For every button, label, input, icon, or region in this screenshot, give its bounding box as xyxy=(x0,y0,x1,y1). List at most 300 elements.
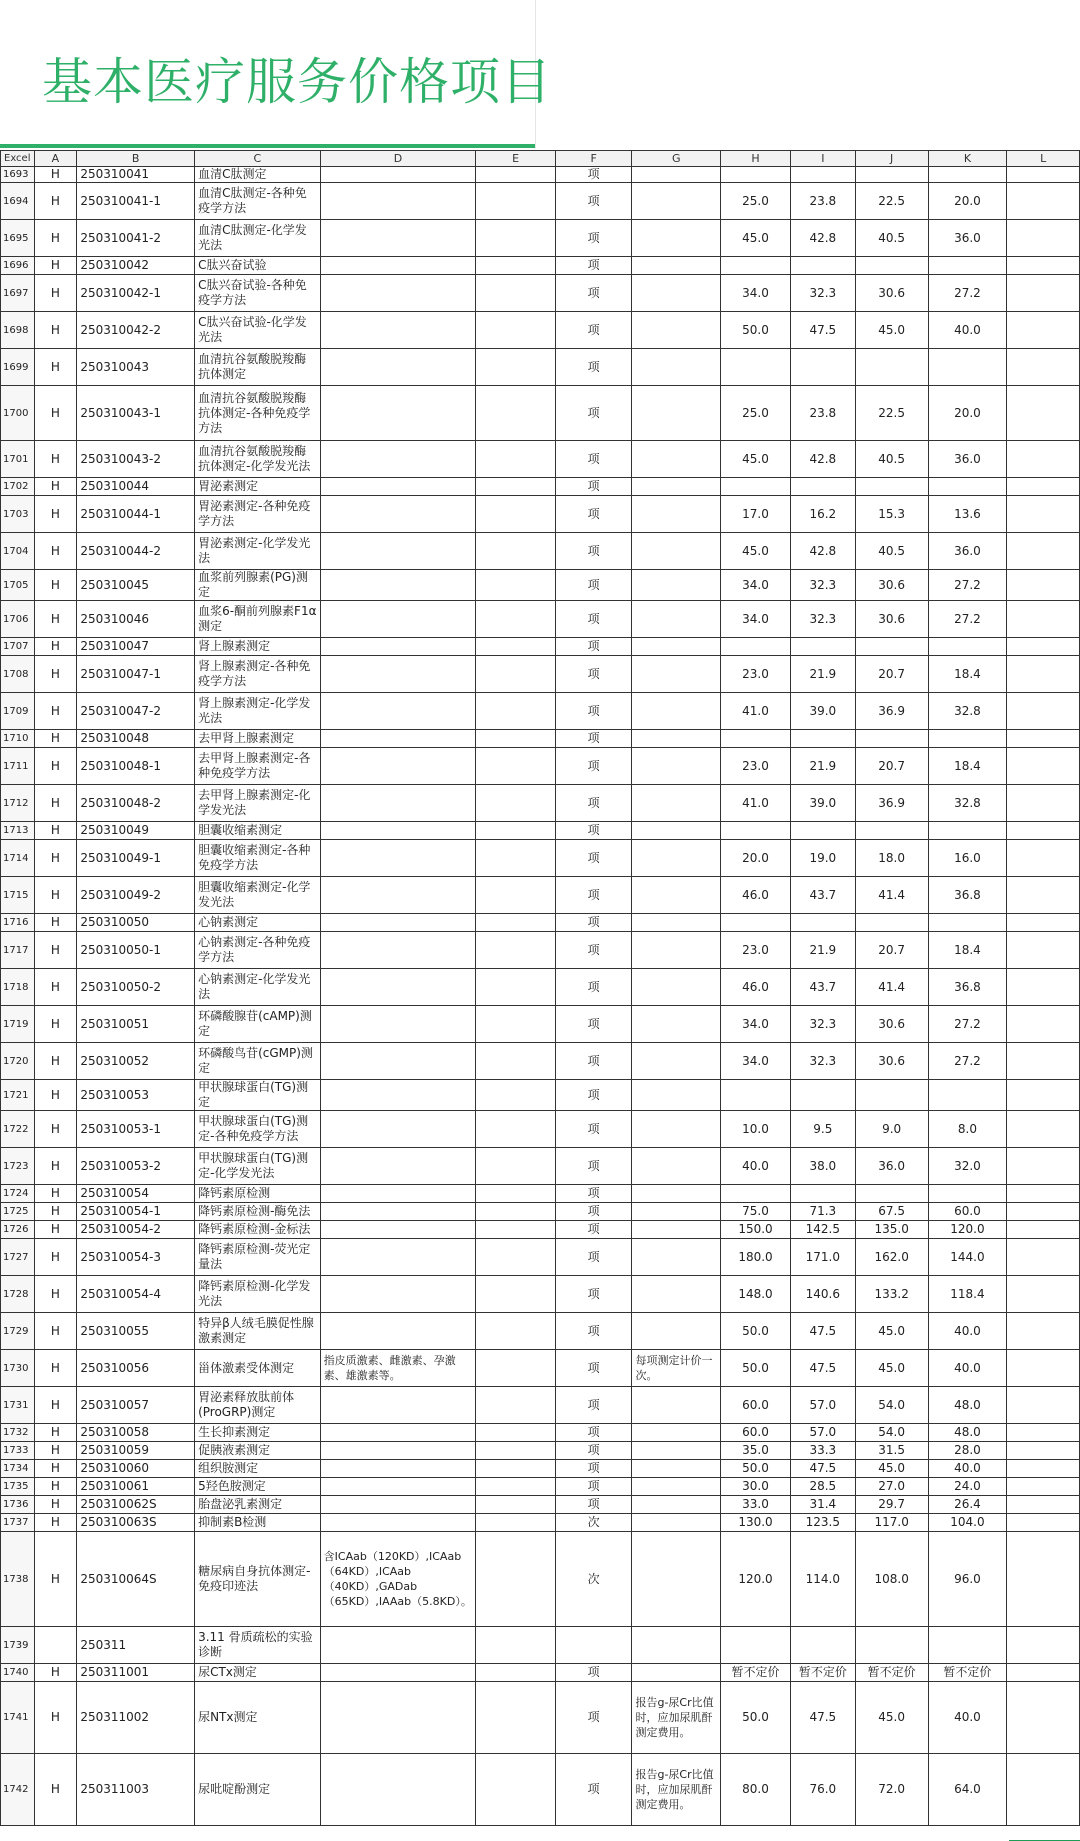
cell-price-k[interactable] xyxy=(928,1185,1007,1203)
cell-price-j[interactable]: 30.6 xyxy=(855,1006,928,1043)
cell-price-h[interactable] xyxy=(721,638,791,656)
cell-price-k[interactable]: 96.0 xyxy=(928,1532,1007,1627)
cell-price-k[interactable]: 18.4 xyxy=(928,748,1007,785)
cell-price-i[interactable]: 42.8 xyxy=(790,220,855,257)
cell-a[interactable]: H xyxy=(34,1442,77,1460)
cell-note[interactable] xyxy=(632,601,721,638)
cell-a[interactable]: H xyxy=(34,1185,77,1203)
cell-unit[interactable]: 项 xyxy=(555,1460,632,1478)
cell-note[interactable] xyxy=(632,1203,721,1221)
column-header-e[interactable]: E xyxy=(476,151,556,167)
cell-note[interactable] xyxy=(632,785,721,822)
cell-e[interactable] xyxy=(476,312,556,349)
cell-note[interactable]: 报告g-尿Cr比值时，应加尿肌酐测定费用。 xyxy=(632,1682,721,1754)
cell-price-j[interactable]: 9.0 xyxy=(855,1111,928,1148)
cell-code[interactable]: 250310043 xyxy=(77,349,195,386)
cell-price-i[interactable]: 28.5 xyxy=(790,1478,855,1496)
cell-price-h[interactable] xyxy=(721,349,791,386)
cell-price-h[interactable]: 50.0 xyxy=(721,1682,791,1754)
cell-unit[interactable]: 项 xyxy=(555,533,632,570)
cell-code[interactable]: 250310061 xyxy=(77,1478,195,1496)
cell-l[interactable] xyxy=(1007,496,1080,533)
row-number[interactable]: 1714 xyxy=(1,840,35,877)
cell-content[interactable] xyxy=(320,1043,476,1080)
row-number[interactable]: 1718 xyxy=(1,969,35,1006)
cell-price-k[interactable] xyxy=(928,257,1007,275)
cell-note[interactable] xyxy=(632,257,721,275)
cell-a[interactable]: H xyxy=(34,1111,77,1148)
cell-price-j[interactable]: 67.5 xyxy=(855,1203,928,1221)
cell-price-i[interactable] xyxy=(790,914,855,932)
cell-code[interactable]: 250311003 xyxy=(77,1754,195,1826)
cell-l[interactable] xyxy=(1007,257,1080,275)
cell-price-h[interactable]: 120.0 xyxy=(721,1532,791,1627)
cell-content[interactable] xyxy=(320,1111,476,1148)
cell-price-j[interactable]: 20.7 xyxy=(855,748,928,785)
cell-name[interactable]: 胃泌素测定 xyxy=(195,478,321,496)
cell-note[interactable] xyxy=(632,478,721,496)
cell-content[interactable] xyxy=(320,1514,476,1532)
cell-price-i[interactable] xyxy=(790,1080,855,1111)
cell-content[interactable]: 含ICAab（120KD）,ICAab（64KD）,ICAab（40KD）,GADab（65KD）,IAAab（5.8KD）。 xyxy=(320,1532,476,1627)
cell-a[interactable]: H xyxy=(34,312,77,349)
column-header-a[interactable]: A xyxy=(34,151,77,167)
cell-name[interactable]: 降钙素原检测 xyxy=(195,1185,321,1203)
cell-price-j[interactable]: 133.2 xyxy=(855,1276,928,1313)
row-number[interactable]: 1729 xyxy=(1,1313,35,1350)
cell-a[interactable]: H xyxy=(34,275,77,312)
cell-price-j[interactable]: 162.0 xyxy=(855,1239,928,1276)
row-number[interactable]: 1709 xyxy=(1,693,35,730)
cell-price-k[interactable]: 27.2 xyxy=(928,570,1007,601)
cell-l[interactable] xyxy=(1007,386,1080,441)
cell-price-i[interactable]: 47.5 xyxy=(790,1313,855,1350)
cell-price-i[interactable]: 47.5 xyxy=(790,1682,855,1754)
cell-a[interactable]: H xyxy=(34,496,77,533)
cell-unit[interactable]: 项 xyxy=(555,1682,632,1754)
cell-price-h[interactable] xyxy=(721,730,791,748)
cell-price-h[interactable]: 46.0 xyxy=(721,969,791,1006)
cell-a[interactable]: H xyxy=(34,1203,77,1221)
column-header-c[interactable]: C xyxy=(195,151,321,167)
cell-a[interactable]: H xyxy=(34,914,77,932)
cell-note[interactable] xyxy=(632,1424,721,1442)
column-header-d[interactable]: D xyxy=(320,151,476,167)
cell-code[interactable]: 250310063S xyxy=(77,1514,195,1532)
cell-a[interactable]: H xyxy=(34,730,77,748)
cell-unit[interactable]: 项 xyxy=(555,1185,632,1203)
cell-price-i[interactable]: 32.3 xyxy=(790,570,855,601)
cell-l[interactable] xyxy=(1007,441,1080,478)
cell-e[interactable] xyxy=(476,969,556,1006)
cell-l[interactable] xyxy=(1007,730,1080,748)
cell-price-j[interactable]: 30.6 xyxy=(855,275,928,312)
cell-unit[interactable]: 次 xyxy=(555,1532,632,1627)
cell-code[interactable]: 250310049-2 xyxy=(77,877,195,914)
cell-price-k[interactable]: 32.8 xyxy=(928,785,1007,822)
cell-price-h[interactable]: 17.0 xyxy=(721,496,791,533)
cell-name[interactable]: 胃泌素测定-各种免疫学方法 xyxy=(195,496,321,533)
cell-price-i[interactable]: 21.9 xyxy=(790,656,855,693)
cell-note[interactable] xyxy=(632,1442,721,1460)
cell-e[interactable] xyxy=(476,932,556,969)
cell-name[interactable]: 去甲肾上腺素测定 xyxy=(195,730,321,748)
row-number[interactable]: 1695 xyxy=(1,220,35,257)
cell-note[interactable] xyxy=(632,312,721,349)
cell-e[interactable] xyxy=(476,1006,556,1043)
cell-a[interactable]: H xyxy=(34,478,77,496)
cell-price-i[interactable]: 23.8 xyxy=(790,386,855,441)
column-header-excel[interactable]: Excel xyxy=(1,151,35,167)
cell-name[interactable]: 甲状腺球蛋白(TG)测定 xyxy=(195,1080,321,1111)
cell-code[interactable]: 250310050 xyxy=(77,914,195,932)
cell-unit[interactable]: 项 xyxy=(555,570,632,601)
cell-price-k[interactable]: 暂不定价 xyxy=(928,1664,1007,1682)
cell-l[interactable] xyxy=(1007,840,1080,877)
cell-unit[interactable]: 项 xyxy=(555,1424,632,1442)
cell-price-i[interactable]: 57.0 xyxy=(790,1387,855,1424)
cell-price-h[interactable]: 23.0 xyxy=(721,656,791,693)
column-header-g[interactable]: G xyxy=(632,151,721,167)
cell-a[interactable]: H xyxy=(34,1350,77,1387)
cell-price-j[interactable] xyxy=(855,822,928,840)
cell-price-k[interactable]: 36.0 xyxy=(928,220,1007,257)
cell-note[interactable] xyxy=(632,1496,721,1514)
cell-price-j[interactable]: 18.0 xyxy=(855,840,928,877)
cell-unit[interactable]: 项 xyxy=(555,496,632,533)
cell-price-h[interactable]: 46.0 xyxy=(721,877,791,914)
cell-l[interactable] xyxy=(1007,656,1080,693)
cell-l[interactable] xyxy=(1007,1460,1080,1478)
cell-name[interactable]: 血清C肽测定 xyxy=(195,167,321,183)
cell-code[interactable]: 250311001 xyxy=(77,1664,195,1682)
cell-price-h[interactable]: 80.0 xyxy=(721,1754,791,1826)
cell-a[interactable]: H xyxy=(34,1148,77,1185)
cell-price-h[interactable]: 50.0 xyxy=(721,1350,791,1387)
column-header-i[interactable]: I xyxy=(790,151,855,167)
cell-price-h[interactable]: 34.0 xyxy=(721,275,791,312)
cell-e[interactable] xyxy=(476,1387,556,1424)
cell-price-j[interactable]: 22.5 xyxy=(855,183,928,220)
cell-e[interactable] xyxy=(476,1532,556,1627)
cell-price-h[interactable]: 34.0 xyxy=(721,1006,791,1043)
cell-name[interactable]: 组织胺测定 xyxy=(195,1460,321,1478)
cell-content[interactable] xyxy=(320,1185,476,1203)
cell-price-k[interactable]: 36.0 xyxy=(928,533,1007,570)
row-number[interactable]: 1698 xyxy=(1,312,35,349)
cell-price-i[interactable]: 43.7 xyxy=(790,877,855,914)
cell-e[interactable] xyxy=(476,748,556,785)
cell-content[interactable] xyxy=(320,312,476,349)
row-number[interactable]: 1728 xyxy=(1,1276,35,1313)
cell-a[interactable]: H xyxy=(34,1080,77,1111)
cell-content[interactable] xyxy=(320,496,476,533)
cell-l[interactable] xyxy=(1007,1276,1080,1313)
cell-price-j[interactable]: 31.5 xyxy=(855,1442,928,1460)
cell-price-k[interactable]: 40.0 xyxy=(928,1460,1007,1478)
cell-code[interactable]: 250310041-1 xyxy=(77,183,195,220)
cell-content[interactable] xyxy=(320,1387,476,1424)
cell-content[interactable] xyxy=(320,1006,476,1043)
cell-price-i[interactable]: 33.3 xyxy=(790,1442,855,1460)
cell-l[interactable] xyxy=(1007,1442,1080,1460)
cell-e[interactable] xyxy=(476,1043,556,1080)
cell-code[interactable]: 250310050-1 xyxy=(77,932,195,969)
cell-content[interactable] xyxy=(320,1148,476,1185)
cell-code[interactable]: 250311002 xyxy=(77,1682,195,1754)
cell-price-i[interactable]: 47.5 xyxy=(790,312,855,349)
cell-l[interactable] xyxy=(1007,914,1080,932)
cell-code[interactable]: 250310049 xyxy=(77,822,195,840)
cell-code[interactable]: 250310042-2 xyxy=(77,312,195,349)
cell-content[interactable] xyxy=(320,386,476,441)
cell-code[interactable]: 250310044 xyxy=(77,478,195,496)
cell-name[interactable]: 胆囊收缩素测定 xyxy=(195,822,321,840)
cell-a[interactable]: H xyxy=(34,1239,77,1276)
cell-content[interactable] xyxy=(320,748,476,785)
cell-a[interactable]: H xyxy=(34,1478,77,1496)
cell-code[interactable]: 250310048-1 xyxy=(77,748,195,785)
cell-e[interactable] xyxy=(476,257,556,275)
cell-code[interactable]: 250310047-1 xyxy=(77,656,195,693)
row-number[interactable]: 1702 xyxy=(1,478,35,496)
cell-e[interactable] xyxy=(476,1514,556,1532)
cell-name[interactable]: C肽兴奋试验-各种免疫学方法 xyxy=(195,275,321,312)
cell-note[interactable] xyxy=(632,1111,721,1148)
cell-content[interactable] xyxy=(320,533,476,570)
cell-unit[interactable]: 项 xyxy=(555,1664,632,1682)
cell-l[interactable] xyxy=(1007,1496,1080,1514)
cell-name[interactable]: 肾上腺素测定-化学发光法 xyxy=(195,693,321,730)
cell-a[interactable]: H xyxy=(34,1387,77,1424)
cell-content[interactable] xyxy=(320,1203,476,1221)
cell-name[interactable]: 血清抗谷氨酸脱羧酶抗体测定 xyxy=(195,349,321,386)
cell-price-k[interactable]: 28.0 xyxy=(928,1442,1007,1460)
cell-a[interactable] xyxy=(34,1627,77,1664)
cell-note[interactable] xyxy=(632,496,721,533)
cell-a[interactable]: H xyxy=(34,1682,77,1754)
cell-price-h[interactable]: 75.0 xyxy=(721,1203,791,1221)
cell-code[interactable]: 250310062S xyxy=(77,1496,195,1514)
cell-code[interactable]: 250310057 xyxy=(77,1387,195,1424)
cell-price-i[interactable]: 43.7 xyxy=(790,969,855,1006)
cell-e[interactable] xyxy=(476,533,556,570)
cell-a[interactable]: H xyxy=(34,601,77,638)
cell-note[interactable] xyxy=(632,638,721,656)
cell-code[interactable]: 250310050-2 xyxy=(77,969,195,1006)
cell-e[interactable] xyxy=(476,441,556,478)
cell-unit[interactable]: 项 xyxy=(555,1043,632,1080)
cell-l[interactable] xyxy=(1007,312,1080,349)
cell-price-h[interactable] xyxy=(721,822,791,840)
cell-code[interactable]: 250310044-2 xyxy=(77,533,195,570)
cell-note[interactable] xyxy=(632,1148,721,1185)
cell-code[interactable]: 250310044-1 xyxy=(77,496,195,533)
cell-content[interactable] xyxy=(320,275,476,312)
cell-price-j[interactable]: 108.0 xyxy=(855,1532,928,1627)
row-number[interactable]: 1737 xyxy=(1,1514,35,1532)
cell-price-k[interactable] xyxy=(928,167,1007,183)
cell-note[interactable] xyxy=(632,533,721,570)
cell-code[interactable]: 250310059 xyxy=(77,1442,195,1460)
cell-unit[interactable]: 项 xyxy=(555,1754,632,1826)
cell-price-j[interactable] xyxy=(855,638,928,656)
cell-e[interactable] xyxy=(476,822,556,840)
cell-note[interactable] xyxy=(632,1313,721,1350)
row-number[interactable]: 1708 xyxy=(1,656,35,693)
cell-l[interactable] xyxy=(1007,1514,1080,1532)
cell-l[interactable] xyxy=(1007,601,1080,638)
cell-price-j[interactable]: 45.0 xyxy=(855,312,928,349)
cell-l[interactable] xyxy=(1007,220,1080,257)
cell-a[interactable]: H xyxy=(34,785,77,822)
cell-a[interactable]: H xyxy=(34,693,77,730)
cell-price-i[interactable]: 42.8 xyxy=(790,441,855,478)
cell-note[interactable] xyxy=(632,441,721,478)
cell-name[interactable]: 去甲肾上腺素测定-化学发光法 xyxy=(195,785,321,822)
cell-price-j[interactable] xyxy=(855,349,928,386)
cell-price-k[interactable]: 48.0 xyxy=(928,1424,1007,1442)
cell-l[interactable] xyxy=(1007,1043,1080,1080)
cell-price-h[interactable]: 33.0 xyxy=(721,1496,791,1514)
row-number[interactable]: 1727 xyxy=(1,1239,35,1276)
cell-note[interactable] xyxy=(632,932,721,969)
cell-l[interactable] xyxy=(1007,167,1080,183)
cell-code[interactable]: 250310049-1 xyxy=(77,840,195,877)
cell-price-k[interactable] xyxy=(928,730,1007,748)
cell-unit[interactable]: 项 xyxy=(555,748,632,785)
cell-price-i[interactable] xyxy=(790,1627,855,1664)
cell-content[interactable] xyxy=(320,1313,476,1350)
cell-note[interactable] xyxy=(632,914,721,932)
column-header-l[interactable]: L xyxy=(1007,151,1080,167)
cell-price-i[interactable] xyxy=(790,822,855,840)
cell-e[interactable] xyxy=(476,1442,556,1460)
cell-price-j[interactable]: 20.7 xyxy=(855,656,928,693)
cell-price-i[interactable]: 171.0 xyxy=(790,1239,855,1276)
cell-unit[interactable]: 项 xyxy=(555,1148,632,1185)
row-number[interactable]: 1717 xyxy=(1,932,35,969)
cell-content[interactable] xyxy=(320,1239,476,1276)
row-number[interactable]: 1734 xyxy=(1,1460,35,1478)
cell-a[interactable]: H xyxy=(34,1496,77,1514)
cell-price-i[interactable]: 57.0 xyxy=(790,1424,855,1442)
cell-content[interactable] xyxy=(320,1080,476,1111)
cell-price-h[interactable]: 148.0 xyxy=(721,1276,791,1313)
cell-name[interactable]: 甾体激素受体测定 xyxy=(195,1350,321,1387)
row-number[interactable]: 1742 xyxy=(1,1754,35,1826)
cell-price-h[interactable]: 45.0 xyxy=(721,441,791,478)
cell-code[interactable]: 250310054 xyxy=(77,1185,195,1203)
row-number[interactable]: 1724 xyxy=(1,1185,35,1203)
cell-price-k[interactable]: 20.0 xyxy=(928,183,1007,220)
cell-e[interactable] xyxy=(476,1313,556,1350)
cell-code[interactable]: 250310045 xyxy=(77,570,195,601)
cell-l[interactable] xyxy=(1007,275,1080,312)
cell-unit[interactable]: 项 xyxy=(555,478,632,496)
cell-unit[interactable]: 次 xyxy=(555,1514,632,1532)
cell-e[interactable] xyxy=(476,656,556,693)
cell-content[interactable] xyxy=(320,785,476,822)
cell-price-i[interactable]: 31.4 xyxy=(790,1496,855,1514)
cell-note[interactable] xyxy=(632,1006,721,1043)
cell-unit[interactable]: 项 xyxy=(555,914,632,932)
cell-l[interactable] xyxy=(1007,1111,1080,1148)
row-number[interactable]: 1710 xyxy=(1,730,35,748)
cell-price-i[interactable]: 21.9 xyxy=(790,932,855,969)
cell-unit[interactable]: 项 xyxy=(555,656,632,693)
cell-code[interactable]: 250310054-3 xyxy=(77,1239,195,1276)
cell-unit[interactable]: 项 xyxy=(555,638,632,656)
cell-content[interactable] xyxy=(320,1424,476,1442)
cell-name[interactable]: 血清抗谷氨酸脱羧酶抗体测定-化学发光法 xyxy=(195,441,321,478)
cell-code[interactable]: 250310055 xyxy=(77,1313,195,1350)
cell-l[interactable] xyxy=(1007,1239,1080,1276)
cell-content[interactable] xyxy=(320,638,476,656)
cell-name[interactable]: C肽兴奋试验-化学发光法 xyxy=(195,312,321,349)
cell-unit[interactable]: 项 xyxy=(555,1276,632,1313)
row-number[interactable]: 1732 xyxy=(1,1424,35,1442)
cell-e[interactable] xyxy=(476,1111,556,1148)
cell-e[interactable] xyxy=(476,1664,556,1682)
cell-price-j[interactable]: 45.0 xyxy=(855,1460,928,1478)
cell-unit[interactable]: 项 xyxy=(555,257,632,275)
column-header-b[interactable]: B xyxy=(77,151,195,167)
cell-note[interactable] xyxy=(632,1043,721,1080)
cell-price-i[interactable]: 47.5 xyxy=(790,1460,855,1478)
cell-unit[interactable]: 项 xyxy=(555,785,632,822)
cell-price-j[interactable]: 45.0 xyxy=(855,1313,928,1350)
row-number[interactable]: 1721 xyxy=(1,1080,35,1111)
cell-unit[interactable]: 项 xyxy=(555,1203,632,1221)
cell-a[interactable]: H xyxy=(34,656,77,693)
cell-code[interactable]: 250310053-1 xyxy=(77,1111,195,1148)
cell-unit[interactable]: 项 xyxy=(555,1111,632,1148)
cell-price-i[interactable]: 16.2 xyxy=(790,496,855,533)
row-number[interactable]: 1705 xyxy=(1,570,35,601)
cell-price-k[interactable]: 32.8 xyxy=(928,693,1007,730)
row-number[interactable]: 1707 xyxy=(1,638,35,656)
cell-content[interactable] xyxy=(320,1478,476,1496)
row-number[interactable]: 1739 xyxy=(1,1627,35,1664)
cell-price-k[interactable] xyxy=(928,638,1007,656)
cell-e[interactable] xyxy=(476,386,556,441)
cell-price-i[interactable] xyxy=(790,1185,855,1203)
cell-price-j[interactable]: 30.6 xyxy=(855,601,928,638)
cell-code[interactable]: 250310042 xyxy=(77,257,195,275)
cell-price-k[interactable]: 36.8 xyxy=(928,877,1007,914)
cell-price-h[interactable]: 41.0 xyxy=(721,785,791,822)
cell-e[interactable] xyxy=(476,1754,556,1826)
cell-price-i[interactable] xyxy=(790,730,855,748)
cell-name[interactable]: 促胰液素测定 xyxy=(195,1442,321,1460)
cell-a[interactable]: H xyxy=(34,1460,77,1478)
row-number[interactable]: 1697 xyxy=(1,275,35,312)
row-number[interactable]: 1701 xyxy=(1,441,35,478)
cell-price-k[interactable]: 48.0 xyxy=(928,1387,1007,1424)
cell-price-j[interactable]: 30.6 xyxy=(855,570,928,601)
cell-price-h[interactable]: 45.0 xyxy=(721,220,791,257)
cell-e[interactable] xyxy=(476,1185,556,1203)
cell-price-k[interactable] xyxy=(928,914,1007,932)
cell-price-h[interactable]: 45.0 xyxy=(721,533,791,570)
cell-unit[interactable]: 项 xyxy=(555,441,632,478)
cell-e[interactable] xyxy=(476,840,556,877)
cell-unit[interactable]: 项 xyxy=(555,932,632,969)
cell-e[interactable] xyxy=(476,1478,556,1496)
cell-price-i[interactable] xyxy=(790,638,855,656)
cell-note[interactable]: 每项测定计价一次。 xyxy=(632,1350,721,1387)
